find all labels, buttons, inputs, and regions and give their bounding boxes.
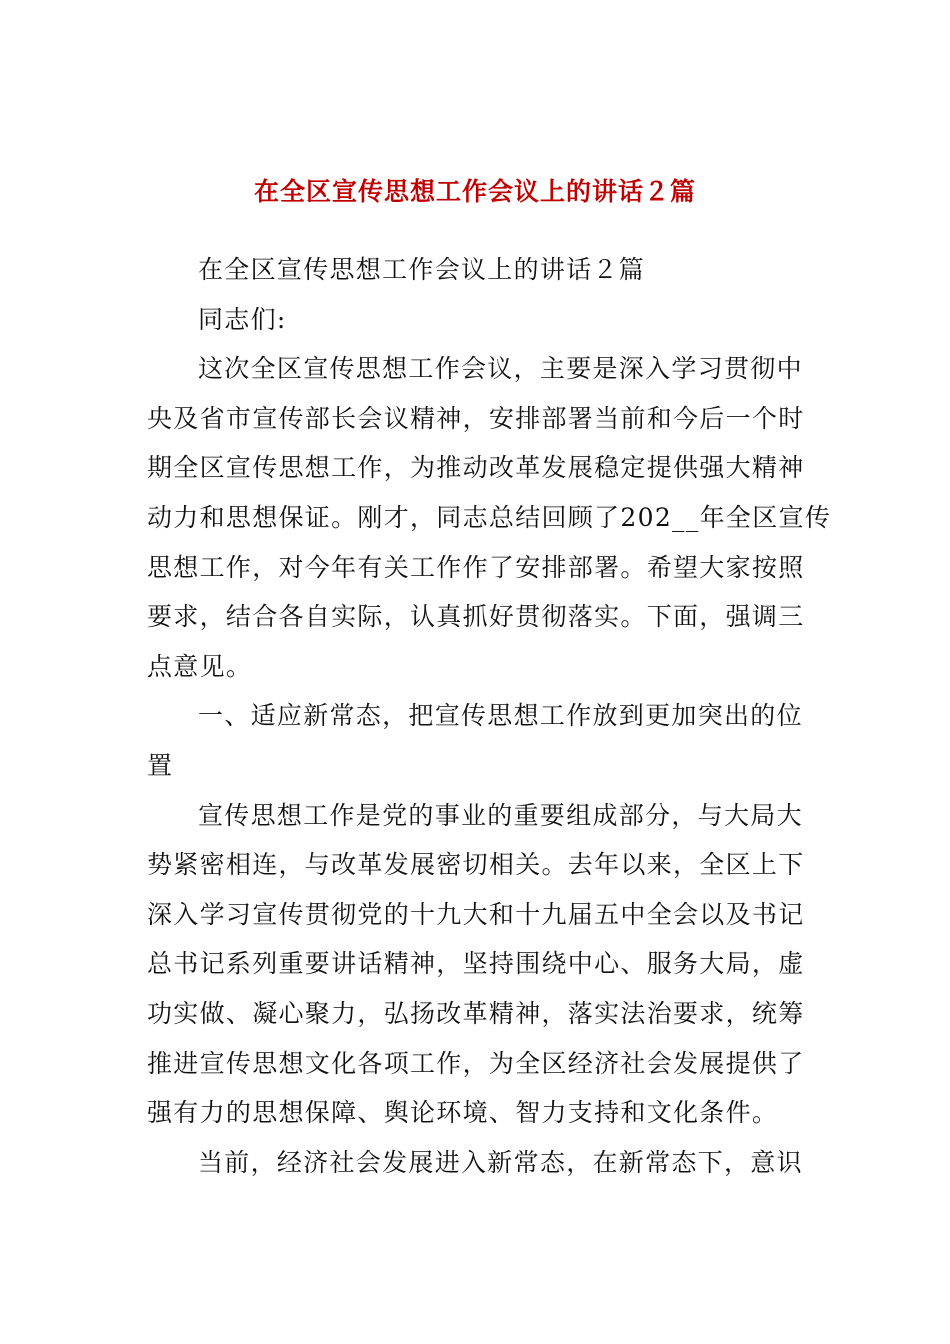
body-line: 期全区宣传思想工作，为推动改革发展稳定提供强大精神	[147, 453, 805, 483]
document-body	[147, 254, 832, 1196]
section-heading: 一、适应新常态，把宣传思想工作放到更加突出的位	[198, 701, 803, 731]
body-line: 思想工作，对今年有关工作作了安排部署。希望大家按照	[147, 552, 805, 582]
body-line: 这次全区宣传思想工作会议，主要是深入学习贯彻中	[198, 354, 803, 384]
body-line: 点意见。	[147, 651, 253, 681]
body-line: 宣传思想工作是党的事业的重要组成部分，与大局大	[198, 800, 803, 830]
body-line: 强有力的思想保障、舆论环境、智力支持和文化条件。	[147, 1098, 779, 1128]
body-line: 动力和思想保证。刚才，同志总结回顾了202__年全区宣传	[147, 502, 832, 532]
body-line: 深入学习宣传贯彻党的十九大和十九届五中全会以及书记	[147, 899, 805, 929]
body-line: 总书记系列重要讲话精神，坚持围绕中心、服务大局，虚	[147, 949, 805, 979]
body-line: 当前，经济社会发展进入新常态，在新常态下，意识	[198, 1147, 803, 1177]
body-line: 推进宣传思想文化各项工作，为全区经济社会发展提供了	[147, 1048, 805, 1078]
body-line: 央及省市宣传部长会议精神，安排部署当前和今后一个时	[147, 403, 805, 433]
body-line: 势紧密相连，与改革发展密切相关。去年以来，全区上下	[147, 850, 805, 880]
body-line: 功实做、凝心聚力，弘扬改革精神，落实法治要求，统筹	[147, 998, 805, 1028]
body-line: 在全区宣传思想工作会议上的讲话２篇	[198, 255, 646, 284]
salutation: 同志们:	[198, 304, 287, 334]
document-title: 在全区宣传思想工作会议上的讲话２篇	[253, 177, 696, 206]
body-line: 要求，结合各自实际，认真抓好贯彻落实。下面，强调三	[147, 602, 805, 632]
section-heading-continued: 置	[147, 750, 174, 780]
